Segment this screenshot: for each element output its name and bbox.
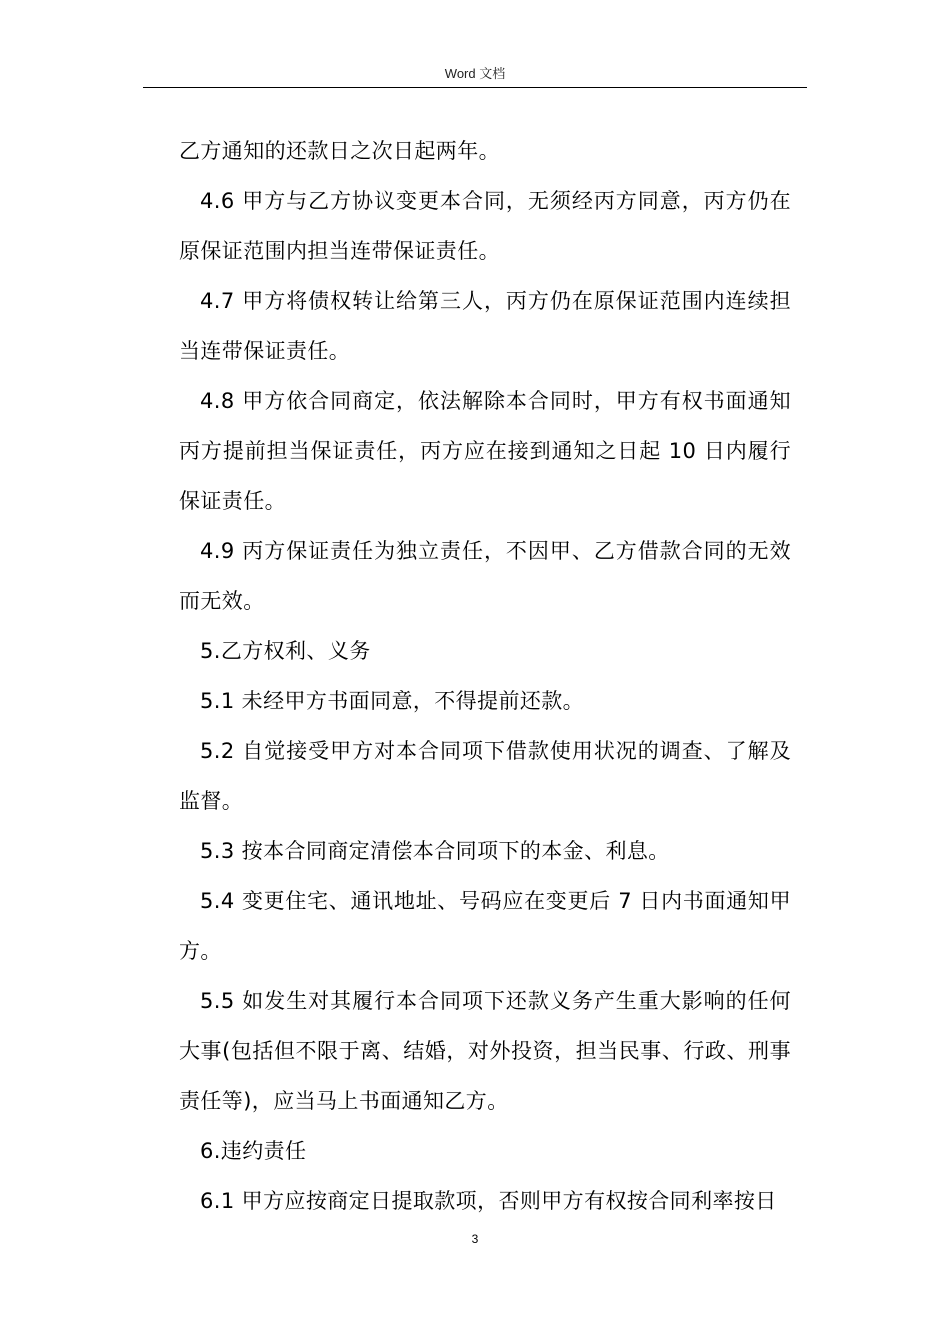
clause-4-6: 4.6 甲方与乙方协议变更本合同，无须经丙方同意，丙方仍在原保证范围内担当连带保证责任。 [179,189,791,263]
clause-4-8: 4.8 甲方依合同商定，依法解除本合同时，甲方有权书面通知丙方提前担当保证责任，丙方应在接到通知之日起 10 日内履行保证责任。 [179,389,791,513]
document-header-title: Word 文档 [444,66,506,81]
paragraph-continuation: 乙方通知的还款日之次日起两年。 [179,139,500,163]
clause-5-3: 5.3 按本合同商定清偿本合同项下的本金、利息。 [200,839,670,863]
document-body [179,126,791,1226]
section-6-heading: 6.违约责任 [200,1139,307,1163]
clause-6-1: 6.1 甲方应按商定日提取款项，否则甲方有权按合同利率按日 [200,1189,777,1213]
section-5-heading: 5.乙方权利、义务 [200,639,371,663]
clause-4-9: 4.9 丙方保证责任为独立责任，不因甲、乙方借款合同的无效而无效。 [179,539,791,613]
clause-5-2: 5.2 自觉接受甲方对本合同项下借款使用状况的调查、了解及监督。 [179,739,791,813]
page-number: 3 [471,1232,479,1246]
header-divider [143,87,807,88]
clause-5-1: 5.1 未经甲方书面同意，不得提前还款。 [200,689,585,713]
clause-5-5: 5.5 如发生对其履行本合同项下还款义务产生重大影响的任何大事(包括但不限于离、结婚，对外投资，担当民事、行政、刑事责任等)，应当马上书面通知乙方。 [179,989,791,1113]
clause-4-7: 4.7 甲方将债权转让给第三人，丙方仍在原保证范围内连续担当连带保证责任。 [179,289,791,363]
clause-5-4: 5.4 变更住宅、通讯地址、号码应在变更后 7 日内书面通知甲方。 [179,889,791,963]
